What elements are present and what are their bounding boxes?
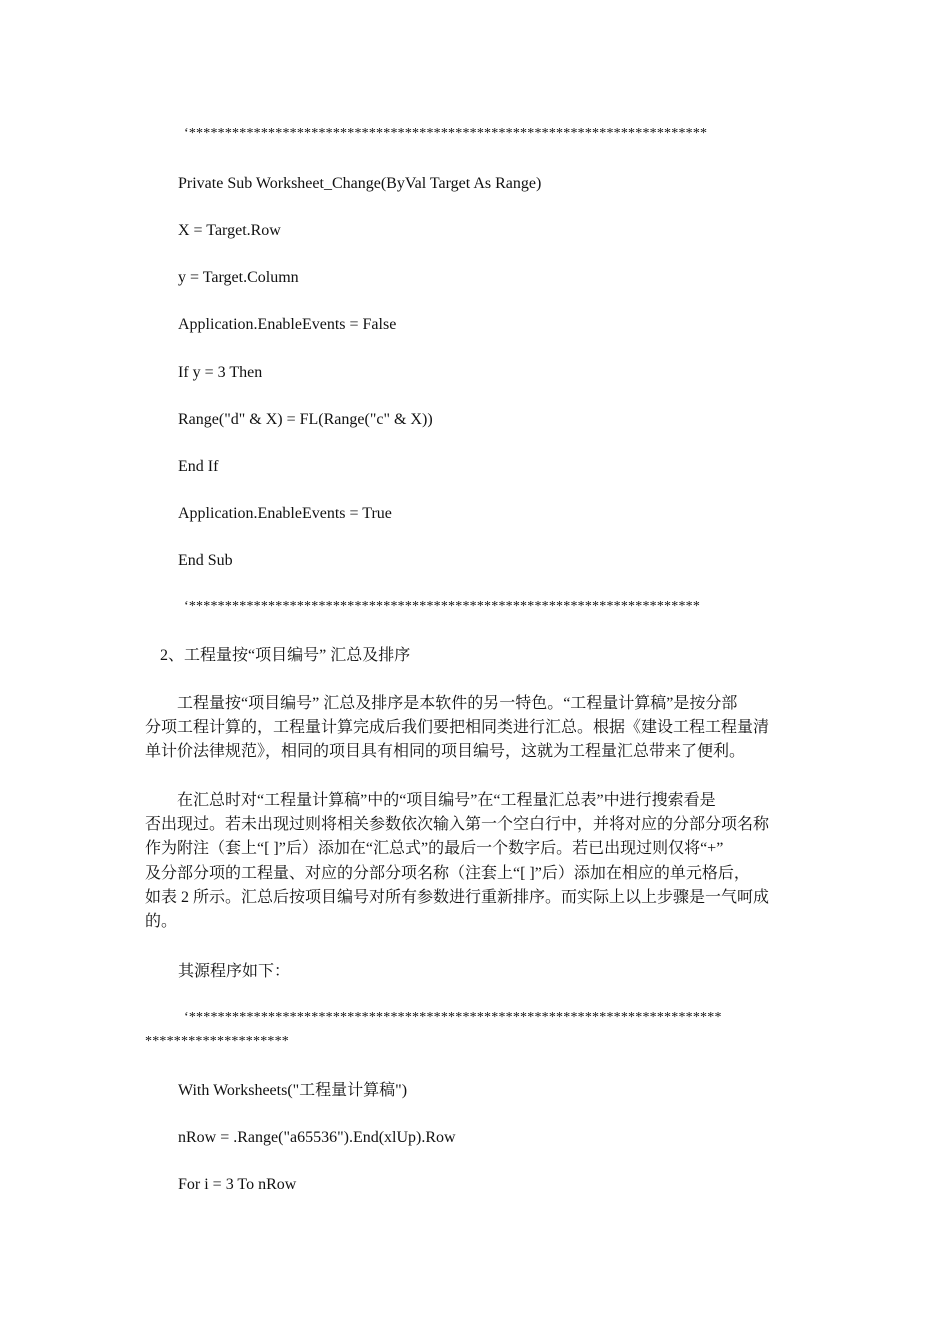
code-line: End If (178, 458, 219, 475)
code-line: y = Target.Column (178, 269, 299, 286)
paragraph-line: 如表 2 所示。汇总后按项目编号对所有参数进行重新排序。而实际上以上步骤是一气呵成 (145, 889, 770, 906)
paragraph-line: 的。 (145, 913, 178, 930)
code-separator-bottom: ‘*********************************************************************** (184, 599, 701, 614)
paragraph-line: 在汇总时对“工程量计算稿”中的“项目编号”在“工程量汇总表”中进行搜索看是 (145, 792, 716, 809)
code-line: Private Sub Worksheet_Change(ByVal Target As Range) (178, 175, 542, 192)
code-line: Application.EnableEvents = False (178, 316, 397, 333)
code-separator-line2: ******************** (145, 1034, 289, 1049)
code-line: X = Target.Row (178, 222, 281, 239)
paragraph-line: 单计价法律规范》，相同的项目具有相同的项目编号，这就为工程量汇总带来了便利。 (145, 743, 746, 760)
code-line: With Worksheets("工程量计算稿") (178, 1082, 408, 1099)
source-intro: 其源程序如下： (178, 963, 291, 980)
paragraph-line: 否出现过。若未出现过则将相关参数依次输入第一个空白行中，并将对应的分部分项名称 (145, 816, 770, 833)
code-line: End Sub (178, 552, 233, 569)
code-separator-line1: ‘************************************************************************** (184, 1010, 722, 1025)
paragraph-line: 工程量按“项目编号” 汇总及排序是本软件的另一特色。“工程量计算稿”是按分部 (145, 695, 738, 712)
code-line: Application.EnableEvents = True (178, 505, 392, 522)
code-line: If y = 3 Then (178, 364, 263, 381)
code-line: For i = 3 To nRow (178, 1176, 297, 1193)
code-line: Range("d" & X) = FL(Range("c" & X)) (178, 411, 433, 428)
code-line: nRow = .Range("a65536").End(xlUp).Row (178, 1129, 456, 1146)
paragraph-line: 作为附注（套上“[ ]”后）添加在“汇总式”的最后一个数字后。若已出现过则仅将“+” (145, 840, 724, 857)
paragraph-line: 分项工程计算的，工程量计算完成后我们要把相同类进行汇总。根据《建设工程工程量清 (145, 719, 770, 736)
section-heading: 2、工程量按“项目编号” 汇总及排序 (160, 647, 411, 664)
paragraph-line: 及分部分项的工程量、对应的分部分项名称（注套上“[ ]”后）添加在相应的单元格后， (145, 865, 750, 882)
code-separator-top: ‘************************************************************************ (184, 126, 708, 141)
